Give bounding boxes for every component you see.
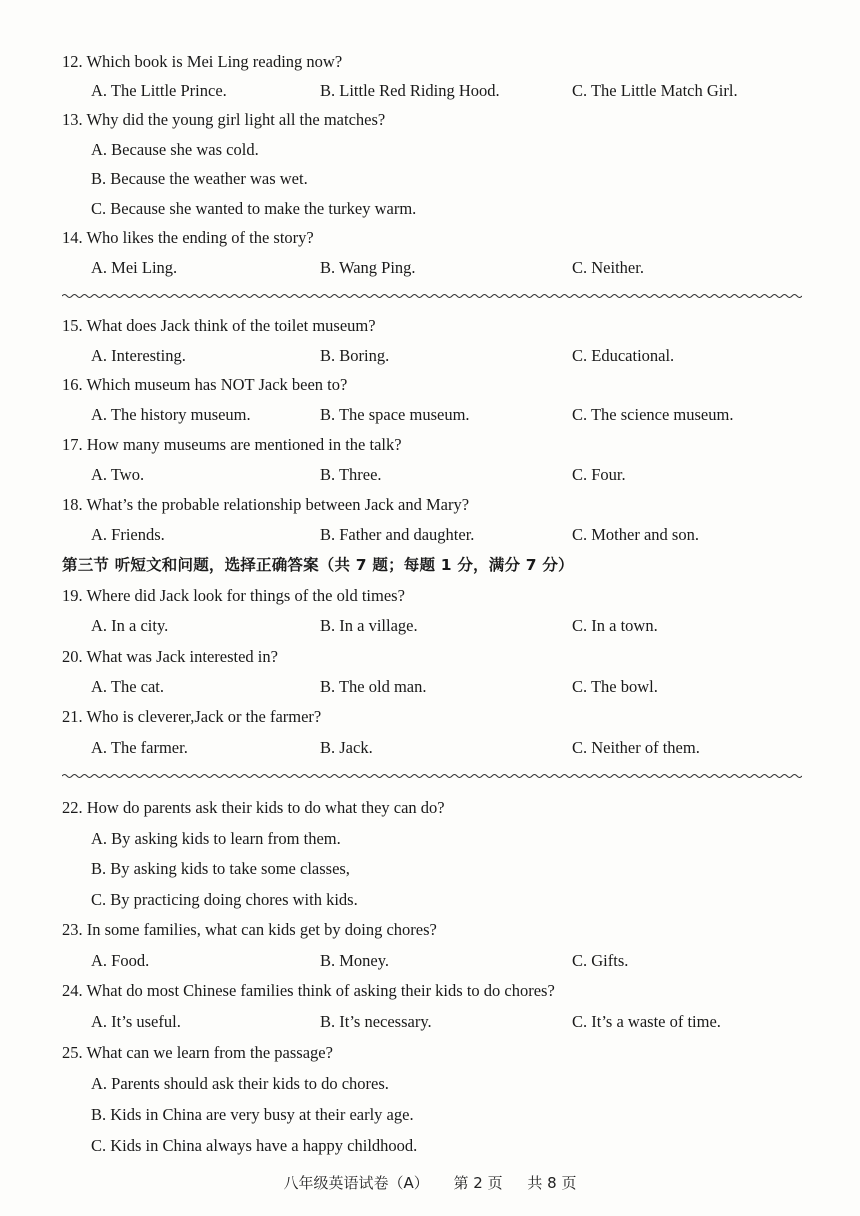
option-12c: C. The Little Match Girl. xyxy=(572,81,738,100)
question-25: 25. What can we learn from the passage? xyxy=(62,1043,333,1062)
option-14b: B. Wang Ping. xyxy=(320,258,416,277)
option-20a: A. The cat. xyxy=(91,677,165,696)
option-18a: A. Friends. xyxy=(91,525,165,544)
option-21b: B. Jack. xyxy=(320,738,373,757)
option-14c: C. Neither. xyxy=(572,258,644,277)
question-18: 18. What’s the probable relationship between Jack and Mary? xyxy=(62,495,470,514)
question-12: 12. Which book is Mei Ling reading now? xyxy=(62,52,343,71)
option-23a: A. Food. xyxy=(91,951,150,970)
option-15c: C. Educational. xyxy=(572,346,675,365)
option-18b: B. Father and daughter. xyxy=(320,525,475,544)
option-14a: A. Mei Ling. xyxy=(91,258,178,277)
option-20c: C. The bowl. xyxy=(572,677,658,696)
option-25a: A. Parents should ask their kids to do chores. xyxy=(91,1074,389,1093)
option-23c: C. Gifts. xyxy=(572,951,629,970)
option-24a: A. It’s useful. xyxy=(91,1012,181,1031)
option-16b: B. The space museum. xyxy=(320,405,470,424)
question-23: 23. In some families, what can kids get by doing chores? xyxy=(62,920,437,939)
option-19b: B. In a village. xyxy=(320,616,418,635)
question-17: 17. How many museums are mentioned in the talk? xyxy=(62,435,402,454)
question-19: 19. Where did Jack look for things of the old times? xyxy=(62,586,405,605)
question-21: 21. Who is cleverer,Jack or the farmer? xyxy=(62,707,322,726)
option-12b: B. Little Red Riding Hood. xyxy=(320,81,500,100)
option-22c: C. By practicing doing chores with kids. xyxy=(91,890,358,909)
option-23b: B. Money. xyxy=(320,951,390,970)
page-footer xyxy=(0,1172,860,1193)
option-20b: B. The old man. xyxy=(320,677,427,696)
option-24b: B. It’s necessary. xyxy=(320,1012,432,1031)
question-20: 20. What was Jack interested in? xyxy=(62,647,278,666)
option-17b: B. Three. xyxy=(320,465,382,484)
question-14: 14. Who likes the ending of the story? xyxy=(62,228,314,247)
option-19c: C. In a town. xyxy=(572,616,658,635)
total-pages: 共 8 页 xyxy=(527,1174,577,1192)
option-21c: C. Neither of them. xyxy=(572,738,700,757)
option-25b: B. Kids in China are very busy at their early age. xyxy=(91,1105,414,1124)
option-19a: A. In a city. xyxy=(91,616,169,635)
option-25c: C. Kids in China always have a happy childhood. xyxy=(91,1136,418,1155)
question-16: 16. Which museum has NOT Jack been to? xyxy=(62,375,348,394)
exam-name: 八年级英语试卷（A） xyxy=(283,1174,429,1192)
option-24c: C. It’s a waste of time. xyxy=(572,1012,721,1031)
option-21a: A. The farmer. xyxy=(91,738,188,757)
question-15: 15. What does Jack think of the toilet museum? xyxy=(62,316,376,335)
option-15a: A. Interesting. xyxy=(91,346,186,365)
wavy-divider xyxy=(62,293,802,299)
option-16c: C. The science museum. xyxy=(572,405,734,424)
option-16a: A. The history museum. xyxy=(91,405,251,424)
option-22a: A. By asking kids to learn from them. xyxy=(91,829,341,848)
option-13c: C. Because she wanted to make the turkey warm. xyxy=(91,199,417,218)
option-22b: B. By asking kids to take some classes, xyxy=(91,859,350,878)
section-heading: 第三节 听短文和问题，选择正确答案（共 7 题；每题 1 分，满分 7 分） xyxy=(62,556,574,574)
option-17c: C. Four. xyxy=(572,465,626,484)
option-17a: A. Two. xyxy=(91,465,145,484)
option-18c: C. Mother and son. xyxy=(572,525,699,544)
question-24: 24. What do most Chinese families think of asking their kids to do chores? xyxy=(62,981,555,1000)
option-12a: A. The Little Prince. xyxy=(91,81,227,100)
wavy-divider xyxy=(62,773,802,779)
page-number: 第 2 页 xyxy=(453,1174,503,1192)
option-15b: B. Boring. xyxy=(320,346,390,365)
question-13: 13. Why did the young girl light all the matches? xyxy=(62,110,386,129)
option-13a: A. Because she was cold. xyxy=(91,140,259,159)
option-13b: B. Because the weather was wet. xyxy=(91,169,308,188)
question-22: 22. How do parents ask their kids to do what they can do? xyxy=(62,798,445,817)
